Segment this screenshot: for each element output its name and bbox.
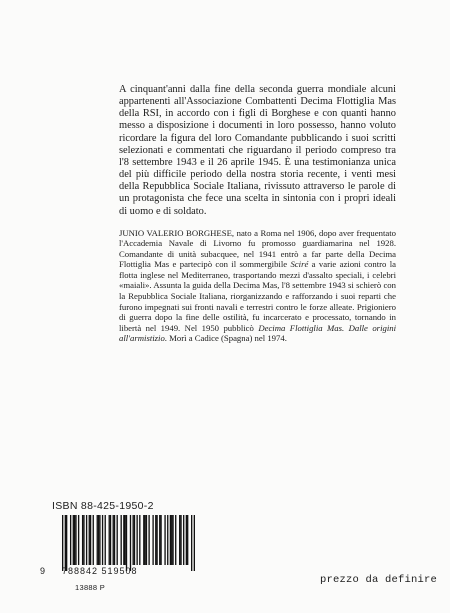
barcode-code: 13888 P [75, 583, 106, 592]
barcode-bar [126, 515, 127, 571]
barcode-bar [191, 515, 192, 571]
barcode-bar [179, 515, 180, 565]
barcode-bar [99, 515, 100, 565]
barcode-bar [183, 515, 184, 565]
barcode-bar [130, 515, 131, 571]
barcode-bar [70, 515, 71, 565]
barcode-bar [132, 515, 133, 565]
barcode-icon [50, 515, 200, 571]
barcode-bar [155, 515, 156, 565]
barcode-bar [113, 515, 114, 565]
barcode-bar [180, 515, 181, 565]
barcode-bar [194, 515, 195, 571]
isbn-label: ISBN 88-425-1950-2 [52, 500, 154, 512]
barcode-bar [89, 515, 90, 565]
blurb-paragraph-author-bio [119, 228, 396, 344]
barcode-bar [75, 515, 76, 565]
barcode-bar [167, 515, 168, 565]
barcode-bar [186, 515, 187, 565]
barcode-bar [73, 515, 74, 565]
bio-text-1: , nato a Roma nel 1906, dopo aver frequentato l'Accademia Navale di Livorno fu promosso guardiamarina nel 1928. Comandante di unità subacquee, nel 1941 entrò a far parte della Decima Flottiglia Mas e partecipò con il sommergibile [119, 227, 397, 270]
barcode-bar [187, 515, 188, 565]
barcode-bar [156, 515, 157, 565]
barcode-bar [83, 515, 84, 565]
barcode-bar [144, 515, 145, 565]
barcode-bar [143, 515, 144, 565]
blurb [119, 84, 396, 344]
barcode-bar [98, 515, 99, 565]
barcode-bar [146, 515, 147, 565]
barcode-bar [74, 515, 75, 565]
barcode-bar [102, 515, 103, 565]
barcode-bar [139, 515, 140, 565]
bio-text-3: . Morì a Cadice (Spagna) nel 1974. [164, 333, 287, 344]
barcode-bar [159, 515, 160, 565]
barcode-bar [93, 515, 94, 565]
barcode-bar [86, 515, 87, 565]
barcode-area [50, 500, 200, 571]
barcode-bar [121, 515, 122, 565]
barcode-prefix-digit: 9 [40, 566, 46, 576]
barcode-bar [66, 515, 67, 571]
barcode-bar [148, 515, 149, 565]
barcode-bar [105, 515, 106, 565]
submarine-name: Sciré [290, 259, 309, 270]
barcode-bar [114, 515, 115, 565]
barcode-bar [160, 515, 161, 565]
bio-text-2: a varie azioni contro la flotta inglese nel Mediterraneo, trasportando mezzi d'assalto speciali, i celebri «maiali». Assunta la guida della Decima Mas, l'8 settembre 1943 si schierò con la Repubblica Sociale Italiana, riorganizzando e rafforzando i suoi reparti che furono impegnati sui fronti navali e terrestri contro le forze alleate. Prigioniero di guerra dopo la fine delle ostilità, fu incarcerato e processato, tornando in libertà nel 1949. Nel 1950 pubblicò [119, 259, 396, 333]
barcode-bar [62, 515, 63, 571]
barcode-bar [175, 515, 176, 565]
barcode-bar [134, 515, 135, 565]
book-title: Decima Flottiglia Mas. Dalle origini all'armistizio [119, 322, 396, 344]
barcode-bar [125, 515, 126, 565]
barcode-bar [65, 515, 66, 571]
barcode-bar [82, 515, 83, 565]
barcode-bar [117, 515, 118, 565]
barcode-bar [78, 515, 79, 565]
price-label: prezzo da definire [320, 574, 438, 586]
barcode-bar [136, 515, 137, 565]
barcode-bar [90, 515, 91, 565]
barcode-bar [123, 515, 124, 565]
barcode-digits: 788842 519508 [62, 566, 138, 576]
barcode-bar [171, 515, 172, 565]
barcode-bar [172, 515, 173, 565]
barcode-bar [97, 515, 98, 565]
barcode-bar [164, 515, 165, 565]
barcode-bar [110, 515, 111, 565]
author-name: JUNIO VALERIO BORGHESE [119, 227, 232, 238]
barcode-bar [109, 515, 110, 565]
blurb-paragraph-intro: A cinquant'anni dalla fine della seconda guerra mondiale alcuni appartenenti all'Associazione Combattenti Decima Flottiglia Mas della RSI, in accordo con i figli di Borghese e con quanti hanno messo a disposizione i documenti in loro possesso, hanno voluto ricordare la figura del loro Comandante pubblicando i suoi scritti selezionati e commentati che riguardano il periodo compreso tra l'8 settembre 1943 e il 26 aprile 1945. È una testimonianza unica del più difficile periodo della nostra storia recente, i venti mesi della Repubblica Sociale Italiana, rivissuto attraverso le parole di un protagonista che fece una scelta in sintonia con i propri ideali di uomo e di soldato. [119, 84, 396, 217]
barcode-bar [152, 515, 153, 565]
barcode-bar [170, 515, 171, 565]
